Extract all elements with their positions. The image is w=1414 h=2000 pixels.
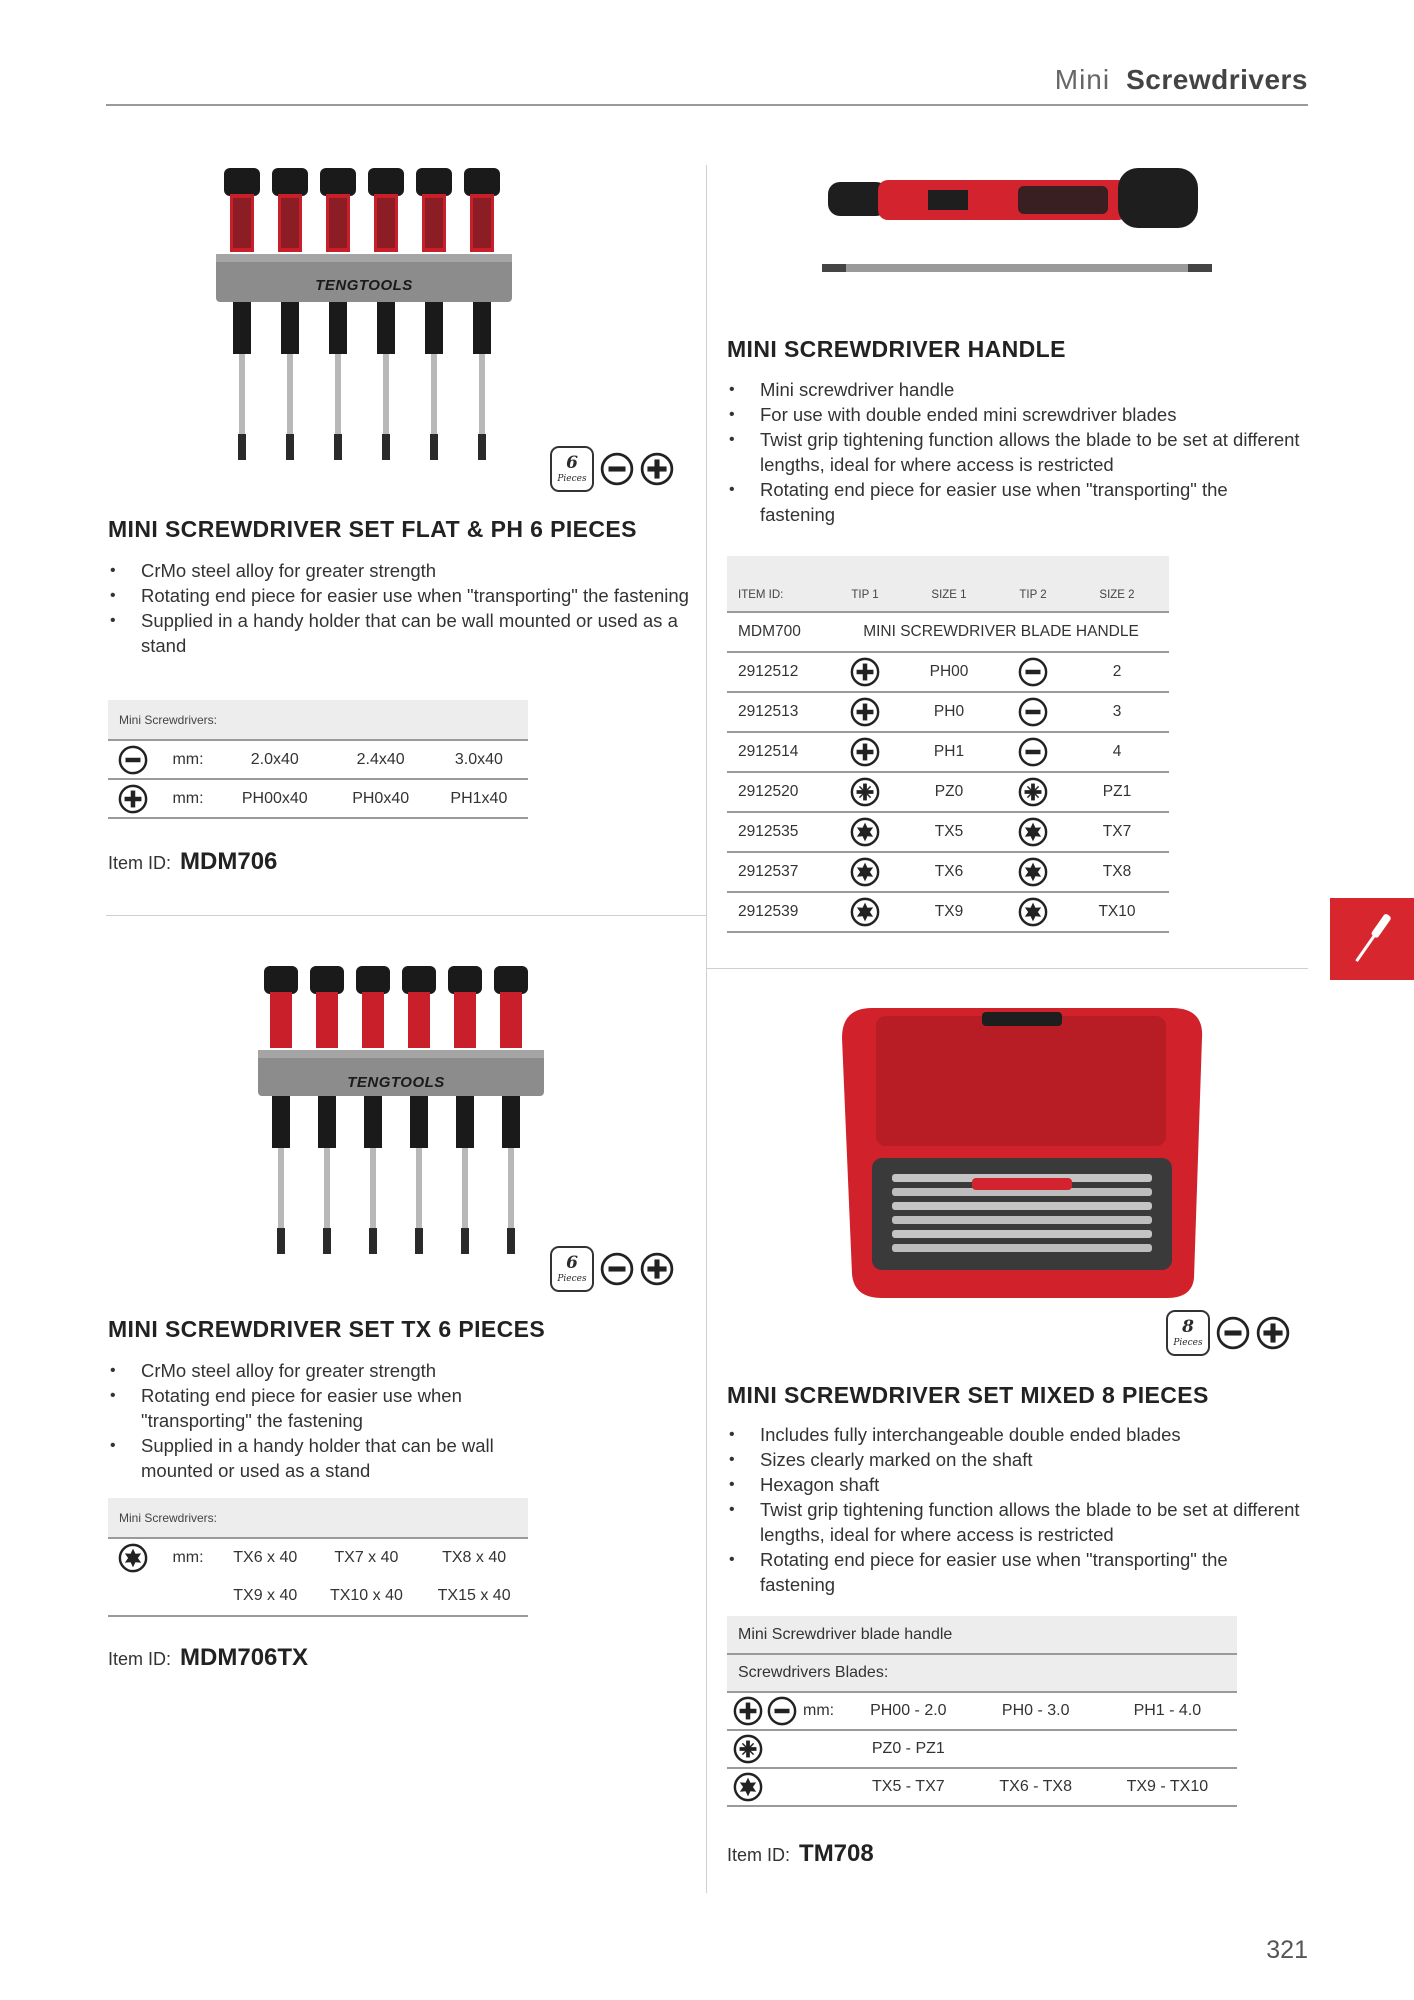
item-id-cell: 2912512	[727, 652, 833, 692]
size-cell: TX10	[1065, 892, 1169, 932]
col-header: SIZE 2	[1065, 556, 1169, 612]
table-row-blades-header: Screwdrivers Blades:	[727, 1654, 1237, 1692]
table-row	[727, 652, 1169, 692]
item-table-handle	[727, 556, 1169, 933]
item-id-label: Item ID:	[108, 1649, 172, 1669]
item-id-cell: 2912539	[727, 892, 833, 932]
item-id-flat-ph	[108, 848, 277, 876]
size-cell: PH00x40	[218, 779, 332, 818]
table-row	[727, 772, 1169, 812]
phillips-tip-icon	[850, 697, 880, 727]
size-cell: TX9 x 40	[218, 1577, 313, 1616]
unit-label: mm:	[172, 1549, 204, 1566]
item-id-label: Item ID:	[108, 853, 172, 873]
table-row	[727, 692, 1169, 732]
pozidriv-tip-icon	[1018, 777, 1048, 807]
feature-item: • For use with double ended mini screwdriver blades	[727, 402, 1307, 427]
table-row	[108, 1577, 528, 1616]
right-section-divider	[707, 968, 1308, 969]
blade-table-mixed	[727, 1616, 1237, 1807]
phillips-tip-icon	[640, 452, 674, 486]
product-title-mixed: MINI SCREWDRIVER SET MIXED 8 PIECES	[727, 1382, 1209, 1408]
spec-table-header: Mini Screwdrivers:	[108, 1498, 528, 1538]
pieces-label: Pieces	[557, 1274, 587, 1284]
table-row	[727, 732, 1169, 772]
size-cell: PZ1	[1065, 772, 1169, 812]
flat-tip-icon	[600, 452, 634, 486]
pieces-count: 8	[1182, 1317, 1194, 1337]
size-cell: TX7	[1065, 812, 1169, 852]
unit-label: mm:	[803, 1692, 843, 1730]
table-row	[727, 852, 1169, 892]
size-cell: TX9 - TX10	[1098, 1768, 1237, 1806]
torx-tip-icon	[850, 897, 880, 927]
col-header: ITEM ID:	[727, 556, 833, 612]
phillips-tip-icon	[733, 1696, 763, 1726]
screwdriver-handles	[224, 168, 500, 252]
header-category: Mini	[1054, 64, 1111, 95]
feature-item: • Supplied in a handy holder that can be wall mounted or used as a stand	[108, 1433, 568, 1483]
item-id-cell: MDM700	[727, 612, 833, 652]
page-number: 321	[1266, 1936, 1308, 1964]
torx-tip-icon	[118, 1543, 148, 1573]
header-rule	[106, 104, 1308, 106]
pozidriv-tip-icon	[850, 777, 880, 807]
feature-list-handle	[727, 377, 1307, 527]
item-id-cell: 2912513	[727, 692, 833, 732]
pieces-badge	[1166, 1310, 1210, 1356]
page-header	[1055, 64, 1308, 96]
feature-item: • CrMo steel alloy for greater strength	[108, 1358, 568, 1383]
size-cell: PH1	[897, 732, 1001, 772]
product-title-handle: MINI SCREWDRIVER HANDLE	[727, 336, 1066, 362]
table-row	[727, 892, 1169, 932]
size-cell: TX6 x 40	[233, 1549, 298, 1566]
product-image-tx-set	[252, 958, 552, 1278]
size-cell: TX5	[897, 812, 1001, 852]
size-cell: PZ0	[897, 772, 1001, 812]
table-row	[108, 1538, 528, 1577]
feature-item: • CrMo steel alloy for greater strength	[108, 558, 692, 583]
size-cell: TX7 x 40	[334, 1549, 399, 1566]
size-cell: PH0	[897, 692, 1001, 732]
flat-tip-icon	[118, 745, 148, 775]
table-row	[727, 1692, 1237, 1730]
size-cell: TX6 - TX8	[974, 1768, 1098, 1806]
pieces-count: 6	[566, 1253, 578, 1273]
size-cell: TX15 x 40	[420, 1577, 528, 1616]
feature-item: • Mini screwdriver handle	[727, 377, 1307, 402]
size-cell: TX8	[1065, 852, 1169, 892]
flat-tip-icon	[767, 1696, 797, 1726]
size-cell: TX8 x 40	[442, 1549, 507, 1566]
feature-list-mixed	[727, 1422, 1307, 1597]
table-row	[108, 779, 528, 818]
phillips-tip-icon	[1256, 1316, 1290, 1350]
phillips-tip-icon	[640, 1252, 674, 1286]
phillips-tip-icon	[850, 657, 880, 687]
flat-tip-icon	[1018, 657, 1048, 687]
item-id-value: MDM706	[180, 848, 278, 875]
feature-item: • Rotating end piece for easier use when "transporting" the fastening	[727, 1547, 1307, 1597]
item-id-tx	[108, 1644, 308, 1672]
holder-brand-label: TENGTOOLS	[347, 1074, 445, 1091]
table-row	[727, 1768, 1237, 1806]
size-cell: 2	[1065, 652, 1169, 692]
product-image-handle	[818, 160, 1218, 290]
size-cell: 2.4x40	[332, 740, 430, 779]
size-cell: TX10 x 40	[313, 1577, 421, 1616]
item-id-value: MDM706TX	[180, 1644, 309, 1671]
pozidriv-tip-icon	[733, 1734, 763, 1764]
column-divider	[706, 165, 707, 1893]
product-image-flat-ph-set	[212, 162, 552, 482]
torx-tip-icon	[850, 857, 880, 887]
size-cell: TX5 - TX7	[843, 1768, 974, 1806]
feature-item: • Rotating end piece for easier use when "transporting" the fastening	[108, 1383, 568, 1433]
size-cell: PZ0 - PZ1	[843, 1730, 974, 1768]
feature-item: • Includes fully interchangeable double ended blades	[727, 1422, 1307, 1447]
flat-tip-icon	[1216, 1316, 1250, 1350]
pieces-label: Pieces	[1173, 1338, 1203, 1348]
item-id-value: TM708	[799, 1840, 874, 1867]
table-row-handle: Mini Screwdriver blade handle	[727, 1616, 1237, 1654]
table-row	[727, 812, 1169, 852]
size-cell: 2.0x40	[218, 740, 332, 779]
product-image-mixed-case	[832, 998, 1212, 1308]
size-cell: PH1 - 4.0	[1098, 1692, 1237, 1730]
item-id-mixed	[727, 1840, 874, 1868]
holder-brand-label: TENGTOOLS	[315, 277, 413, 294]
feature-item: • Rotating end piece for easier use when "transporting" the fastening	[727, 477, 1307, 527]
badges-flat-ph	[544, 446, 674, 492]
phillips-tip-icon	[850, 737, 880, 767]
pieces-badge	[550, 446, 594, 492]
col-header: SIZE 1	[897, 556, 1001, 612]
feature-item: • Hexagon shaft	[727, 1472, 1307, 1497]
unit-label: mm:	[158, 779, 218, 818]
item-id-cell: 2912537	[727, 852, 833, 892]
item-id-cell: 2912520	[727, 772, 833, 812]
item-id-label: Item ID:	[727, 1845, 791, 1865]
feature-item: • Rotating end piece for easier use when "transporting" the fastening	[108, 583, 692, 608]
size-cell: 3.0x40	[430, 740, 528, 779]
table-row	[727, 612, 1169, 652]
table-header-row	[727, 556, 1169, 612]
flat-tip-icon	[600, 1252, 634, 1286]
table-row	[727, 1730, 1237, 1768]
feature-list-flat-ph	[108, 558, 692, 658]
col-header: TIP 2	[1001, 556, 1065, 612]
size-cell: PH1x40	[430, 779, 528, 818]
size-cell: TX6	[897, 852, 1001, 892]
feature-item: • Twist grip tightening function allows the blade to be set at different lengths, ideal for where access is restricted	[727, 427, 1307, 477]
pieces-badge	[550, 1246, 594, 1292]
size-cell: TX9	[897, 892, 1001, 932]
size-cell: 3	[1065, 692, 1169, 732]
size-cell: PH0x40	[332, 779, 430, 818]
col-header: TIP 1	[833, 556, 897, 612]
torx-tip-icon	[1018, 817, 1048, 847]
spec-table-tx	[108, 1498, 528, 1617]
item-id-cell: 2912514	[727, 732, 833, 772]
table-row	[108, 740, 528, 779]
badges-tx	[544, 1246, 674, 1292]
item-id-cell: 2912535	[727, 812, 833, 852]
feature-list-tx	[108, 1358, 568, 1483]
left-section-divider	[106, 915, 706, 916]
size-cell: 4	[1065, 732, 1169, 772]
feature-item: • Sizes clearly marked on the shaft	[727, 1447, 1307, 1472]
phillips-tip-icon	[118, 784, 148, 814]
badges-mixed	[1160, 1310, 1290, 1356]
description-cell: MINI SCREWDRIVER BLADE HANDLE	[833, 612, 1169, 652]
screwdriver-icon	[1330, 898, 1414, 980]
section-tab-screwdrivers[interactable]	[1330, 898, 1414, 980]
spec-table-header: Mini Screwdrivers:	[108, 700, 528, 740]
feature-item: • Supplied in a handy holder that can be wall mounted or used as a stand	[108, 608, 692, 658]
torx-tip-icon	[850, 817, 880, 847]
product-title-tx: MINI SCREWDRIVER SET TX 6 PIECES	[108, 1316, 546, 1342]
flat-tip-icon	[1018, 737, 1048, 767]
torx-tip-icon	[1018, 897, 1048, 927]
header-section-title: Screwdrivers	[1126, 64, 1308, 95]
flat-tip-icon	[1018, 697, 1048, 727]
torx-tip-icon	[733, 1772, 763, 1802]
pieces-count: 6	[566, 453, 578, 473]
spec-table-flat-ph	[108, 700, 528, 819]
size-cell: PH00 - 2.0	[843, 1692, 974, 1730]
size-cell: PH0 - 3.0	[974, 1692, 1098, 1730]
feature-item: • Twist grip tightening function allows the blade to be set at different lengths, ideal for where access is restricted	[727, 1497, 1307, 1547]
unit-label: mm:	[158, 740, 218, 779]
pieces-label: Pieces	[557, 474, 587, 484]
torx-tip-icon	[1018, 857, 1048, 887]
size-cell: PH00	[897, 652, 1001, 692]
product-title-flat-ph: MINI SCREWDRIVER SET FLAT & PH 6 PIECES	[108, 516, 637, 542]
